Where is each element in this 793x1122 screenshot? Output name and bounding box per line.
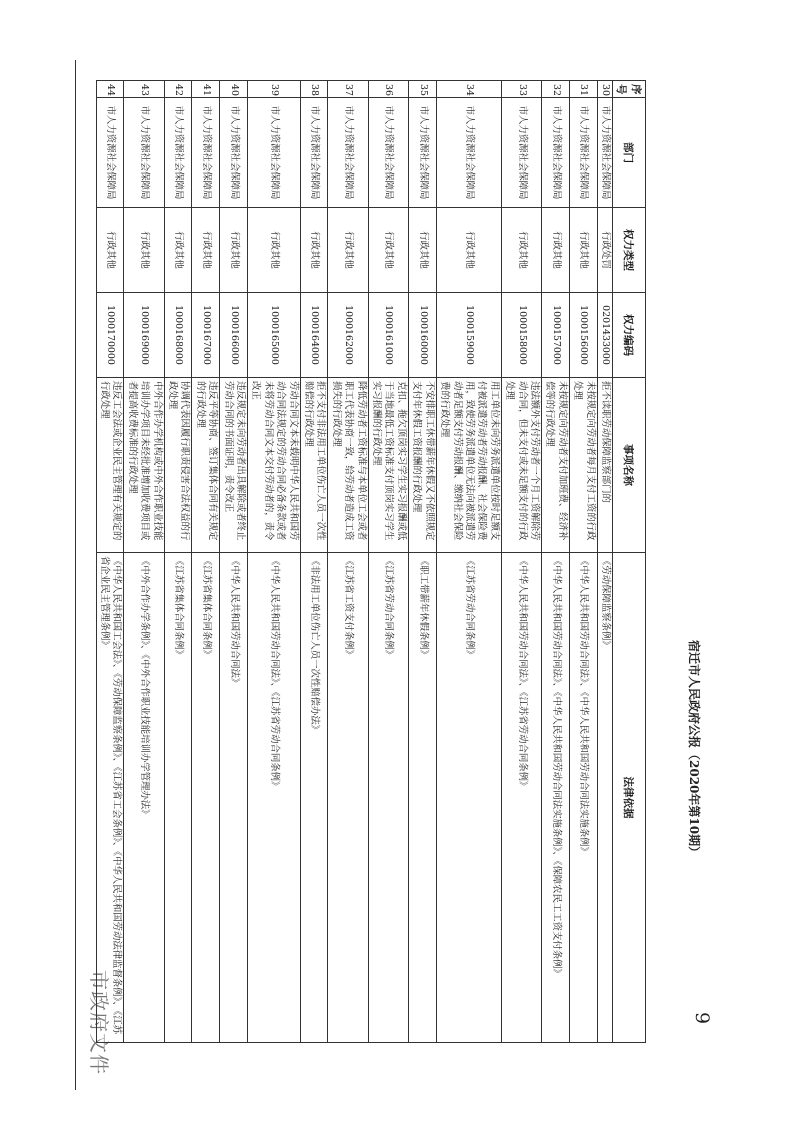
power-type-cell: 行政其他: [192, 208, 220, 293]
table-row: [248, 81, 301, 1043]
power-code-cell: 1000159000: [436, 293, 501, 378]
power-type-cell: 行政其他: [501, 208, 541, 293]
department-cell: 市人力资源社会保障局: [124, 98, 164, 208]
power-code-cell: 1000165000: [248, 293, 301, 378]
table-row: [328, 81, 368, 1043]
department-cell: 市人力资源社会保障局: [248, 98, 301, 208]
item-name-cell: 降低劳动者工资标准与本单位工会或者职工代表协商一致，给劳动者造成工资损失的行政处理: [328, 378, 368, 553]
item-name-cell: 克扣、拖欠顶岗实习学生实习报酬或低于当地最低工资标准支付顶岗实习学生实习报酬的行政处理: [368, 378, 408, 553]
power-type-cell: 行政其他: [96, 208, 124, 293]
row-number: 41: [192, 81, 220, 98]
table-body: [96, 81, 612, 1043]
legal-basis-cell: 《江苏省集体合同条例》: [192, 553, 220, 1043]
table-row: [368, 81, 408, 1043]
legal-basis-cell: 《江苏省工资支付条例》: [328, 553, 368, 1043]
table-row: [501, 81, 541, 1043]
column-header-code: 权力编码: [613, 293, 646, 378]
power-type-cell: 行政其他: [220, 208, 248, 293]
power-type-cell: 行政其他: [300, 208, 328, 293]
table-row: [597, 81, 612, 1043]
power-code-cell: 1000170000: [96, 293, 124, 378]
row-number: 36: [368, 81, 408, 98]
publication-footer: 宿迁市人民政府公报（2020年第10期）: [687, 640, 701, 859]
power-code-cell: 0201433000: [597, 293, 612, 378]
legal-basis-cell: 《中华人民共和国劳动合同法》、《中华人民共和国劳动合同法实施条例》: [569, 553, 597, 1043]
row-number: 42: [164, 81, 192, 98]
item-name-cell: 未按规定向劳动者支付加班费、经济补偿等的行政处理: [541, 378, 569, 553]
department-cell: 市人力资源社会保障局: [501, 98, 541, 208]
legal-basis-cell: 《中华人民共和国劳动合同法》: [220, 553, 248, 1043]
table-header-row: [613, 81, 646, 1043]
power-type-cell: 行政其他: [436, 208, 501, 293]
column-header-name: 事项名称: [613, 378, 646, 553]
power-code-cell: 1000168000: [164, 293, 192, 378]
power-type-cell: 行政其他: [124, 208, 164, 293]
department-cell: 市人力资源社会保障局: [436, 98, 501, 208]
power-code-cell: 1000162000: [328, 293, 368, 378]
legal-basis-cell: 《江苏省劳动合同条例》: [436, 553, 501, 1043]
item-name-cell: 中外合作办学机构或中外合作职业技能培训办学项目未经批准增加收费项目或者提高收费标准的行政处理: [124, 378, 164, 553]
power-type-cell: 行政其他: [328, 208, 368, 293]
table-row: [192, 81, 220, 1043]
power-code-cell: 1000166000: [220, 293, 248, 378]
column-header-basis: 法律依据: [613, 553, 646, 1043]
department-cell: 市人力资源社会保障局: [569, 98, 597, 208]
table-row: [541, 81, 569, 1043]
header-rule: [75, 60, 76, 1090]
item-name-cell: 违反平等协商、签订集体合同有关规定的行政处理: [192, 378, 220, 553]
item-name-cell: 违反工会法或企业民主管理有关规定的行政处理: [96, 378, 124, 553]
department-cell: 市人力资源社会保障局: [192, 98, 220, 208]
table-row: [436, 81, 501, 1043]
row-number: 43: [124, 81, 164, 98]
power-code-cell: 1000169000: [124, 293, 164, 378]
page-header-title: 市政府文件: [87, 970, 111, 1075]
column-header-no: 序号: [613, 81, 646, 98]
row-number: 37: [328, 81, 368, 98]
department-cell: 市人力资源社会保障局: [220, 98, 248, 208]
item-name-cell: 劳动合同文本未载明中华人民共和国劳动合同法规定的劳动合同必备条款或者未将劳动合同文本交付劳动者的，责令改正: [248, 378, 301, 553]
department-cell: 市人力资源社会保障局: [328, 98, 368, 208]
item-name-cell: 用工单位未向劳务派遣单位按时足额支付被派遣劳动者劳动报酬、社会保险费用，致使劳务派遣单位无法向被派遣劳动者足额支付劳动报酬、缴纳社会保险费的行政处理: [436, 378, 501, 553]
department-cell: 市人力资源社会保障局: [541, 98, 569, 208]
page-number: 9: [691, 1012, 713, 1025]
legal-basis-cell: 《江苏省劳动合同条例》: [368, 553, 408, 1043]
power-code-cell: 1000157000: [541, 293, 569, 378]
item-name-cell: 未按规定向劳动者每月支付工资的行政处理: [569, 378, 597, 553]
power-code-cell: 1000160000: [408, 293, 436, 378]
legal-basis-cell: 《中华人民共和国劳动合同法》、《中华人民共和国劳动合同法实施条例》、《保障农民工工资支付条例》: [541, 553, 569, 1043]
row-number: 38: [300, 81, 328, 98]
power-type-cell: 行政其他: [541, 208, 569, 293]
power-type-cell: 行政其他: [164, 208, 192, 293]
power-code-cell: 1000158000: [501, 293, 541, 378]
department-cell: 市人力资源社会保障局: [368, 98, 408, 208]
power-type-cell: 行政其他: [248, 208, 301, 293]
table-row: [96, 81, 124, 1043]
row-number: 44: [96, 81, 124, 98]
row-number: 31: [569, 81, 597, 98]
table-row: [164, 81, 192, 1043]
legal-basis-cell: 《非法用工单位伤亡人员一次性赔偿办法》: [300, 553, 328, 1043]
row-number: 30: [597, 81, 612, 98]
department-cell: 市人力资源社会保障局: [408, 98, 436, 208]
row-number: 40: [220, 81, 248, 98]
item-name-cell: 拒不读职劳动保障监察部门的: [597, 378, 612, 553]
power-code-cell: 1000164000: [300, 293, 328, 378]
row-number: 35: [408, 81, 436, 98]
row-number: 34: [436, 81, 501, 98]
column-header-dept: 部门: [613, 98, 646, 208]
power-type-cell: 行政其他: [408, 208, 436, 293]
item-name-cell: 违法额外支付劳动者一个月工资解除劳动合同，但未支付或未足额支付的行政处理: [501, 378, 541, 553]
department-cell: 市人力资源社会保障局: [164, 98, 192, 208]
department-cell: 市人力资源社会保障局: [96, 98, 124, 208]
department-cell: 市人力资源社会保障局: [300, 98, 328, 208]
legal-basis-cell: 《职工带薪年休假条例》: [408, 553, 436, 1043]
legal-basis-cell: 《江苏省集体合同条例》: [164, 553, 192, 1043]
department-cell: 市人力资源社会保障局: [597, 98, 612, 208]
item-name-cell: 不安排职工休带薪年休假又不依照规定支付年休假工资报酬的行政处理: [408, 378, 436, 553]
row-number: 33: [501, 81, 541, 98]
power-code-cell: 1000161000: [368, 293, 408, 378]
power-type-cell: 行政处罚: [597, 208, 612, 293]
legal-basis-cell: 《劳动保障监察条例》: [597, 553, 612, 1043]
item-name-cell: 拒不支付非法用工单位伤亡人员一次性赔偿的行政处理: [300, 378, 328, 553]
legal-basis-cell: 《中华人民共和国劳动合同法》、《江苏省劳动合同条例》: [248, 553, 301, 1043]
power-type-cell: 行政其他: [569, 208, 597, 293]
table-row: [220, 81, 248, 1043]
power-type-cell: 行政其他: [368, 208, 408, 293]
table-row: [124, 81, 164, 1043]
item-name-cell: 违反规定未向劳动者出具解除或者终止劳动合同的书面证明，责令改正: [220, 378, 248, 553]
table-row: [300, 81, 328, 1043]
table-row: [569, 81, 597, 1043]
power-list-table: [96, 80, 646, 1043]
column-header-type: 权力类型: [613, 208, 646, 293]
item-name-cell: 协调代表因履行职责侵害合法权益的行政处理: [164, 378, 192, 553]
table-row: [408, 81, 436, 1043]
legal-basis-cell: 《中华人民共和国工会法》、《劳动保障监察条例》、《江苏省工会条例》、《中华人民共和国劳动法律监督条例》、《江苏省企业民主管理条例》: [96, 553, 124, 1043]
row-number: 39: [248, 81, 301, 98]
row-number: 32: [541, 81, 569, 98]
legal-basis-cell: 《中外合作办学条例》、《中外合作职业技能培训办学管理办法》: [124, 553, 164, 1043]
power-code-cell: 1000156000: [569, 293, 597, 378]
legal-basis-cell: 《中华人民共和国劳动合同法》、《江苏省劳动合同条例》: [501, 553, 541, 1043]
power-code-cell: 1000167000: [192, 293, 220, 378]
